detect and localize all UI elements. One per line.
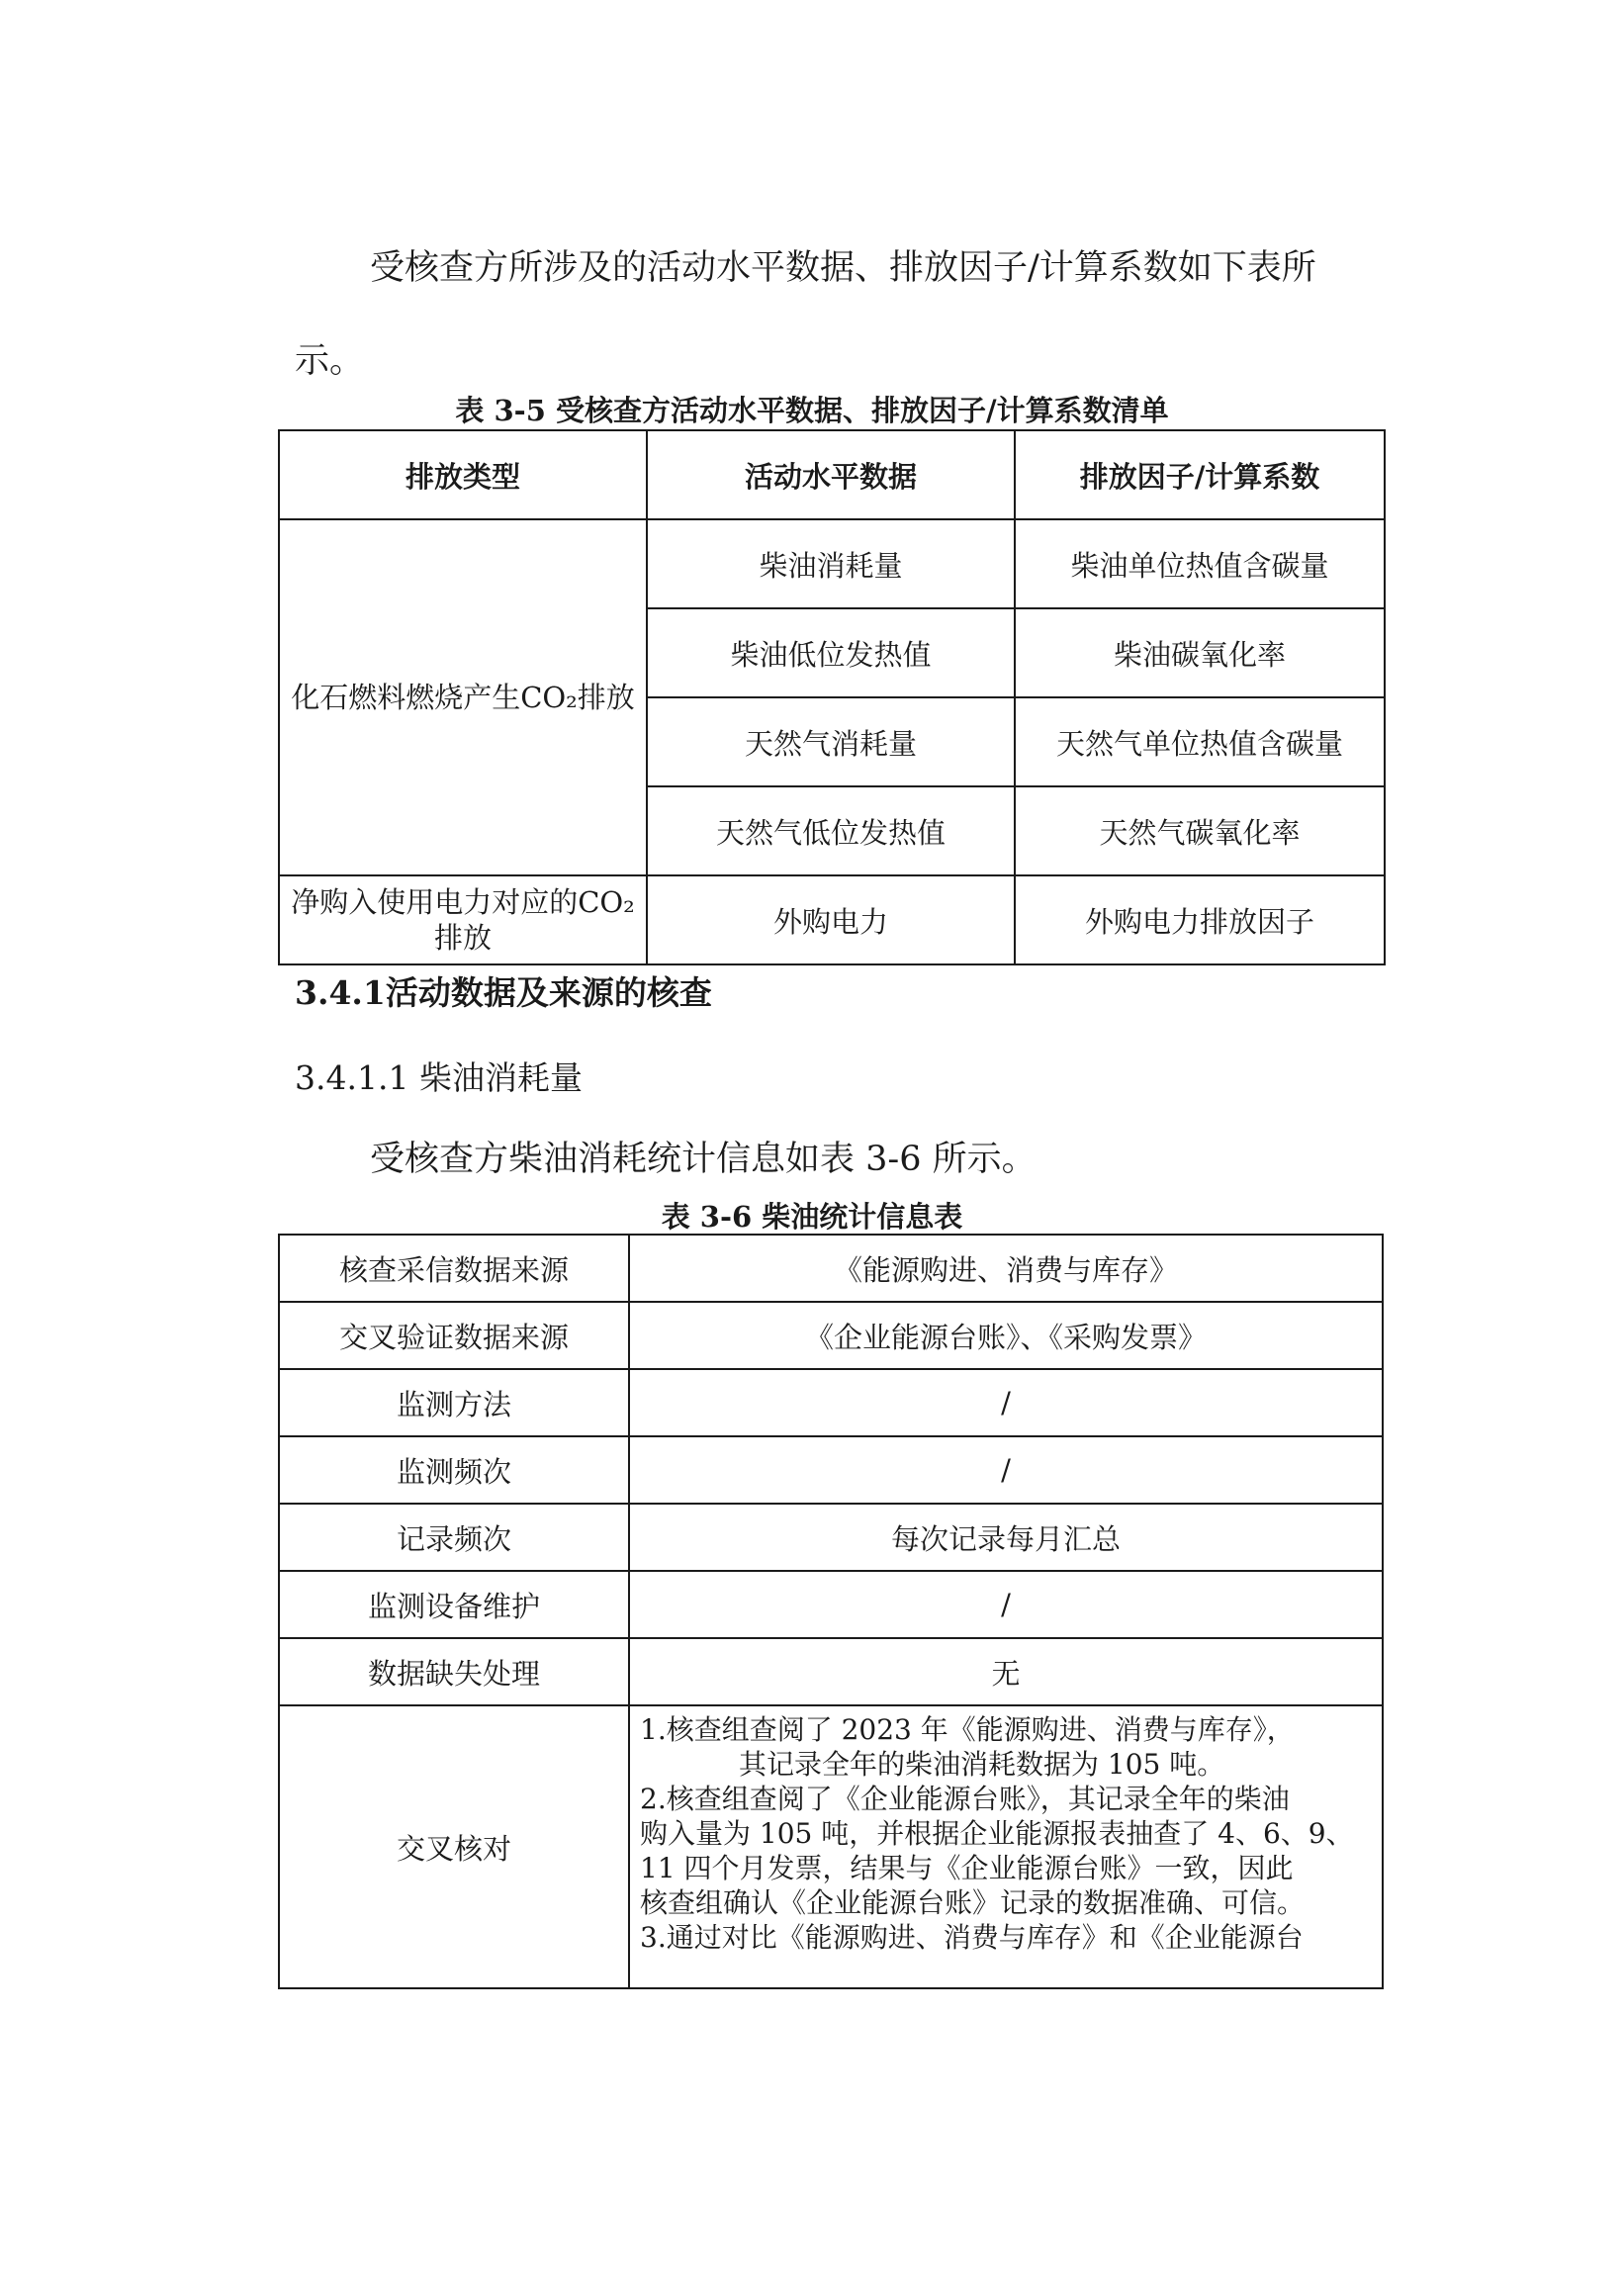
row-value: / [629,1571,1383,1638]
row-label: 监测方法 [279,1369,629,1436]
table-row [279,1436,1383,1504]
cross-check-line: 11 四个月发票，结果与《企业能源台账》一致，因此 [640,1852,1294,1884]
activity-cell: 天然气消耗量 [647,697,1015,786]
cross-check-line: 1.核查组查阅了 2023 年《能源购进、消费与库存》， [640,1713,1295,1746]
row-label: 监测频次 [279,1436,629,1504]
activity-cell: 外购电力 [647,875,1015,964]
cross-check-line: 3.通过对比《能源购进、消费与库存》和《企业能源台 [640,1921,1304,1954]
cross-check-line: 核查组确认《企业能源台账》记录的数据准确、可信。 [640,1886,1306,1919]
factor-cell: 柴油单位热值含碳量 [1015,519,1385,608]
row-label: 交叉验证数据来源 [279,1302,629,1369]
table-3-6-caption: 表 3-6 柴油统计信息表 [661,1200,963,1234]
diesel-paragraph [295,1113,1383,1206]
row-value: 《能源购进、消费与库存》 [629,1235,1383,1302]
header-activity-data: 活动水平数据 [647,430,1015,519]
cross-check-line: 2.核查组查阅了《企业能源台账》，其记录全年的柴油 [640,1783,1290,1815]
intro-paragraph [295,222,1383,408]
header-emission-factor: 排放因子/计算系数 [1015,430,1385,519]
header-emission-type: 排放类型 [279,430,647,519]
cross-check-label: 交叉核对 [279,1705,629,1988]
row-label: 监测设备维护 [279,1571,629,1638]
table-3-6 [278,1234,1384,1989]
table-row [279,1638,1383,1705]
factor-cell: 外购电力排放因子 [1015,875,1385,964]
row-value: / [629,1436,1383,1504]
emission-type-fossil: 化石燃料燃烧产生CO₂排放 [279,519,647,875]
cross-check-line: 其记录全年的柴油消耗数据为 105 吨。 [739,1748,1225,1781]
intro-line-1: 受核查方所涉及的活动水平数据、排放因子/计算系数如下表所 [370,248,1316,288]
table-3-5-caption: 表 3-5 受核查方活动水平数据、排放因子/计算系数清单 [455,394,1169,427]
activity-cell: 柴油消耗量 [647,519,1015,608]
cross-check-line: 购入量为 105 吨，并根据企业能源报表抽查了 4、6、9、 [640,1817,1354,1850]
table-3-5 [278,429,1386,965]
row-label: 核查采信数据来源 [279,1235,629,1302]
row-value: / [629,1369,1383,1436]
subsection-heading: 3.4.1.1 柴油消耗量 [295,1058,583,1097]
factor-cell: 柴油碳氧化率 [1015,608,1385,697]
row-value: 《企业能源台账》、《采购发票》 [629,1302,1383,1369]
row-value: 无 [629,1638,1383,1705]
table-row [279,1369,1383,1436]
table-header-row [279,430,1385,519]
table-row [279,1705,1383,1988]
table-row [279,519,1385,608]
table-row [279,875,1385,964]
section-heading: 3.4.1活动数据及来源的核查 [295,973,712,1012]
activity-cell: 天然气低位发热值 [647,786,1015,875]
table-row [279,1235,1383,1302]
activity-cell: 柴油低位发热值 [647,608,1015,697]
emission-type-electricity: 净购入使用电力对应的CO₂排放 [279,875,647,964]
table-row [279,1504,1383,1571]
table-row [279,1571,1383,1638]
cross-check-content [629,1705,1383,1988]
factor-cell: 天然气单位热值含碳量 [1015,697,1385,786]
intro-line-2: 示。 [295,341,365,381]
factor-cell: 天然气碳氧化率 [1015,786,1385,875]
row-label: 数据缺失处理 [279,1638,629,1705]
row-label: 记录频次 [279,1504,629,1571]
table-row [279,1302,1383,1369]
diesel-paragraph-text: 受核查方柴油消耗统计信息如表 3-6 所示。 [370,1140,1037,1179]
row-value: 每次记录每月汇总 [629,1504,1383,1571]
